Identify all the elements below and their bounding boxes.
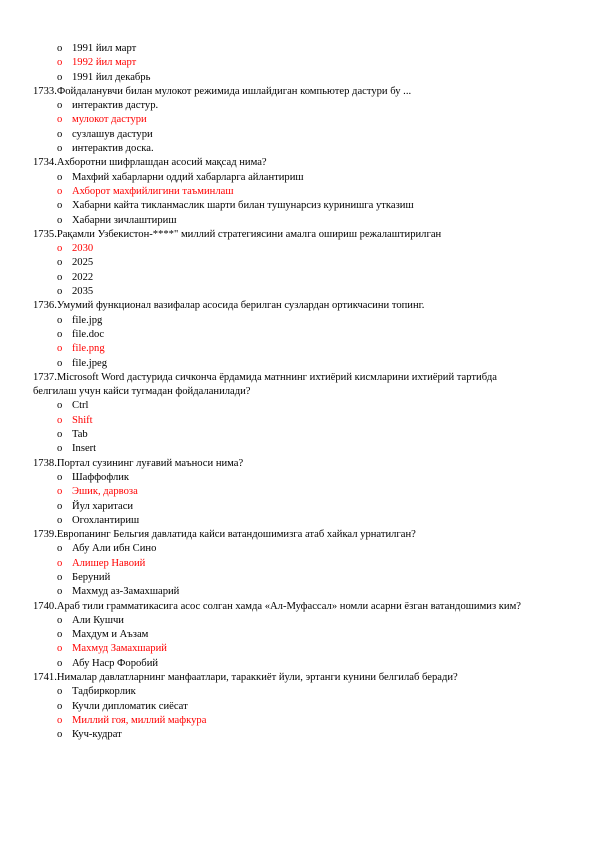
- quiz-list: [0, 42, 595, 743]
- question-text: 1741.Нималар давлатларнинг манфаатлари, тараккиёт йули, эртанги кунини белгилаб беради?: [33, 672, 458, 684]
- answer-option-correct: [0, 185, 595, 199]
- option-text: 2025: [72, 257, 94, 269]
- option-text: Али Кушчи: [72, 614, 124, 626]
- answer-option-correct: [0, 642, 595, 656]
- answer-option-correct: [0, 342, 595, 356]
- option-text: Огохлантириш: [72, 514, 140, 526]
- option-text: 1992 йил март: [72, 57, 137, 69]
- bullet-icon: o: [57, 57, 63, 69]
- option-text: Абу Али ибн Сино: [72, 543, 157, 555]
- bullet-icon: o: [57, 114, 63, 126]
- option-text: Эшик, дарвоза: [72, 486, 138, 498]
- option-text: 2022: [72, 271, 94, 283]
- option-text: мулокот дастури: [72, 114, 147, 126]
- answer-option: [0, 314, 595, 328]
- option-text: Махфий хабарларни оддий хабарларга айлантириш: [72, 171, 304, 183]
- answer-option: [0, 685, 595, 699]
- option-text: интерактив дастур.: [72, 100, 159, 112]
- answer-option: [0, 357, 595, 371]
- option-text: Йул харитаси: [72, 500, 134, 512]
- bullet-icon: o: [57, 571, 63, 583]
- answer-option-correct: [0, 557, 595, 571]
- question-text: 1738.Портал сузининг луғавий маъноси нима?: [33, 457, 244, 469]
- bullet-icon: o: [57, 586, 63, 598]
- bullet-icon: o: [57, 543, 63, 555]
- bullet-icon: o: [57, 328, 63, 340]
- option-text: Абу Наср Форобий: [72, 657, 159, 669]
- option-text: Ctrl: [72, 400, 89, 412]
- bullet-icon: o: [57, 128, 63, 140]
- bullet-icon: o: [57, 729, 63, 741]
- answer-option: [0, 571, 595, 585]
- question-text: 1733.Фойдаланувчи билан мулокот режимида ишлайдиган компьютер дастури бу ...: [33, 85, 412, 97]
- option-text: Беруний: [72, 571, 111, 583]
- answer-option: [0, 256, 595, 270]
- answer-option: [0, 500, 595, 514]
- bullet-icon: o: [57, 357, 63, 369]
- bullet-icon: o: [57, 429, 63, 441]
- question-text: 1737.Microsoft Word дастурида сичконча ёрдамида матннинг ихтиёрий кисмларини ихтиёрий тартибда белгилаш учун кайси тугмадан фойдаланилади?: [33, 371, 497, 398]
- option-text: Insert: [72, 443, 97, 455]
- answer-option: [0, 471, 595, 485]
- answer-option: [0, 328, 595, 342]
- option-text: Тадбиркорлик: [72, 686, 136, 698]
- answer-option: [0, 657, 595, 671]
- answer-option: [0, 399, 595, 413]
- answer-option: [0, 628, 595, 642]
- answer-option: [0, 285, 595, 299]
- question-text: 1740.Араб тили грамматикасига асос солган хамда «Ал-Муфассал» номли асарни ёзган ватандошимиз ким?: [33, 600, 521, 612]
- option-text: Хабарни зичлаштириш: [72, 214, 177, 226]
- answer-option: [0, 199, 595, 213]
- answer-option: [0, 99, 595, 113]
- bullet-icon: o: [57, 714, 63, 726]
- answer-option: [0, 171, 595, 185]
- bullet-icon: o: [57, 414, 63, 426]
- answer-option: [0, 428, 595, 442]
- answer-option: [0, 71, 595, 85]
- question-text: 1736.Умумий функционал вазифалар асосида берилган сузлардан ортикчасини топинг.: [33, 300, 425, 312]
- option-text: Шаффофлик: [72, 471, 130, 483]
- bullet-icon: o: [57, 100, 63, 112]
- question-text: 1739.Европанинг Бельгия давлатида кайси ватандошимизга атаб хайкал урнатилган?: [33, 529, 416, 541]
- option-text: Кучли дипломатик сиёсат: [72, 700, 188, 712]
- option-text: 2035: [72, 286, 94, 298]
- bullet-icon: o: [57, 614, 63, 626]
- option-text: file.jpeg: [72, 357, 108, 369]
- bullet-icon: o: [57, 185, 63, 197]
- option-text: Куч-кудрат: [72, 729, 122, 741]
- answer-option-correct: [0, 56, 595, 70]
- bullet-icon: o: [57, 200, 63, 212]
- answer-option-correct: [0, 242, 595, 256]
- bullet-icon: o: [57, 314, 63, 326]
- answer-option: [0, 514, 595, 528]
- bullet-icon: o: [57, 257, 63, 269]
- bullet-icon: o: [57, 43, 63, 54]
- answer-option-correct: [0, 485, 595, 499]
- bullet-icon: o: [57, 700, 63, 712]
- option-text: 2030: [72, 243, 94, 255]
- answer-option-correct: [0, 113, 595, 127]
- bullet-icon: o: [57, 471, 63, 483]
- bullet-icon: o: [57, 214, 63, 226]
- bullet-icon: o: [57, 443, 63, 455]
- answer-option: [0, 42, 595, 56]
- answer-option: [0, 614, 595, 628]
- option-text: file.doc: [72, 328, 105, 340]
- bullet-icon: o: [57, 643, 63, 655]
- option-text: Хабарни кайта тикланмаслик шарти билан тушунарсиз куринишга утказиш: [72, 200, 414, 212]
- bullet-icon: o: [57, 657, 63, 669]
- answer-option: [0, 442, 595, 456]
- bullet-icon: o: [57, 271, 63, 283]
- bullet-icon: o: [57, 557, 63, 569]
- bullet-icon: o: [57, 143, 63, 155]
- answer-option: [0, 542, 595, 556]
- option-text: Махдум и Аъзам: [72, 629, 149, 641]
- option-text: Shift: [72, 414, 93, 426]
- option-text: 1991 йил март: [72, 43, 137, 54]
- option-text: file.png: [72, 343, 105, 355]
- option-text: file.jpg: [72, 314, 103, 326]
- option-text: Махмуд аз-Замахшарий: [72, 586, 180, 598]
- answer-option: [0, 128, 595, 142]
- bullet-icon: o: [57, 400, 63, 412]
- answer-option: [0, 585, 595, 599]
- option-text: интерактив доска.: [72, 143, 154, 155]
- answer-option: [0, 214, 595, 228]
- answer-option: [0, 700, 595, 714]
- bullet-icon: o: [57, 686, 63, 698]
- question-text: 1735.Рақамли Узбекистон-****" миллий стратегиясини амалга ошириш режалаштирилган: [33, 228, 442, 240]
- bullet-icon: o: [57, 171, 63, 183]
- option-text: сузлашув дастури: [72, 128, 153, 140]
- bullet-icon: o: [57, 343, 63, 355]
- option-text: Алишер Навоий: [72, 557, 146, 569]
- option-text: Миллий гоя, миллий мафкура: [72, 714, 207, 726]
- answer-option: [0, 142, 595, 156]
- option-text: 1991 йил декабрь: [72, 71, 151, 83]
- bullet-icon: o: [57, 486, 63, 498]
- bullet-icon: o: [57, 629, 63, 641]
- bullet-icon: o: [57, 286, 63, 298]
- bullet-icon: o: [57, 243, 63, 255]
- bullet-icon: o: [57, 514, 63, 526]
- option-text: Ахборот махфийлигини таъминлаш: [72, 185, 234, 197]
- answer-option: [0, 728, 595, 742]
- question-text: 1734.Ахборотни шифрлашдан асосий мақсад нима?: [33, 157, 267, 169]
- answer-option: [0, 271, 595, 285]
- option-text: Tab: [72, 429, 88, 441]
- answer-option-correct: [0, 414, 595, 428]
- option-text: Махмуд Замахшарий: [72, 643, 167, 655]
- bullet-icon: o: [57, 71, 63, 83]
- answer-option-correct: [0, 714, 595, 728]
- bullet-icon: o: [57, 500, 63, 512]
